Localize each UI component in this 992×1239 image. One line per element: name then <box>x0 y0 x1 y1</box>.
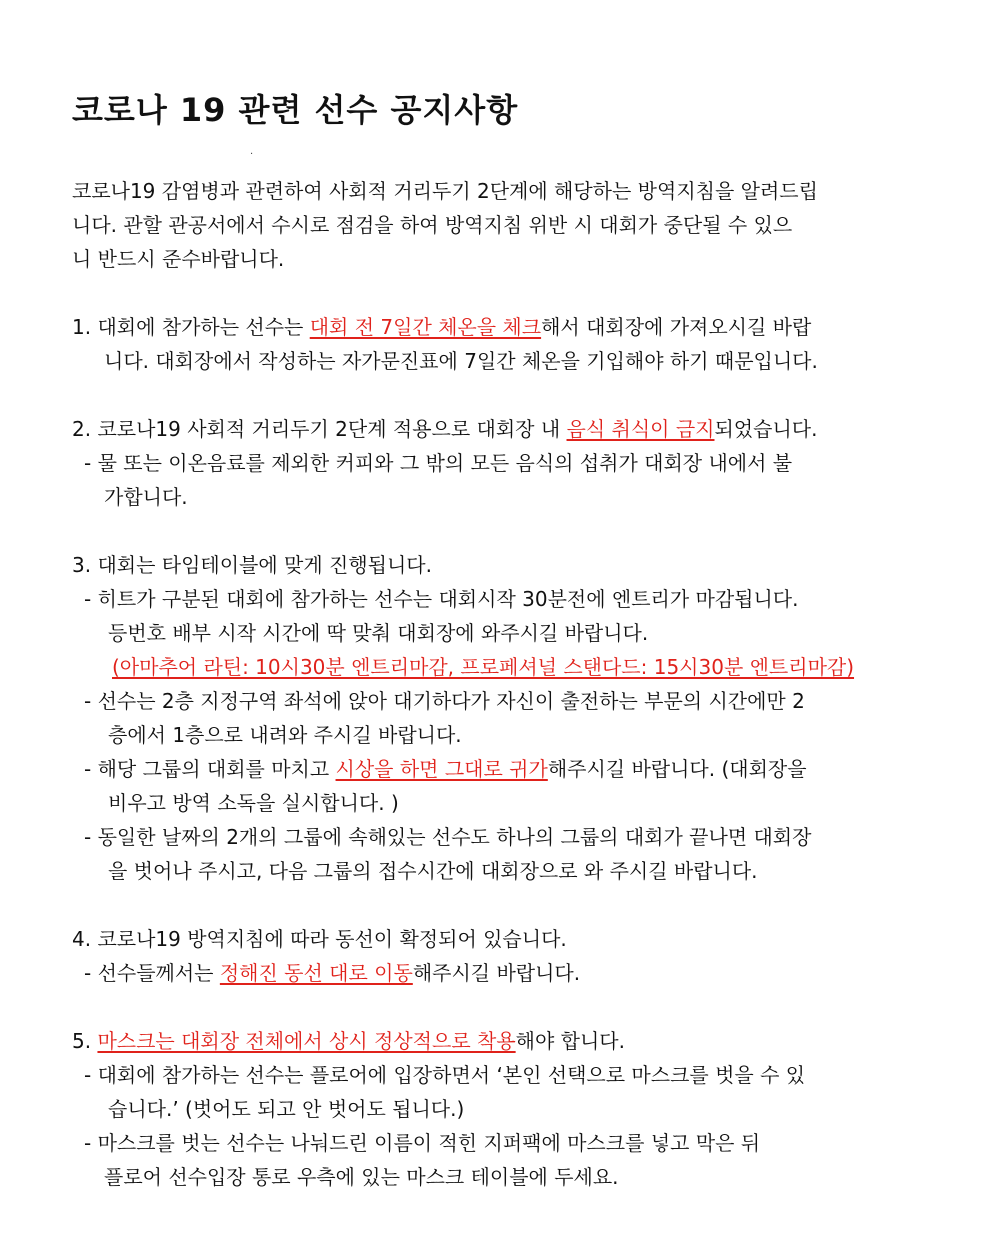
item-1-line-1: 1. 대회에 참가하는 선수는 대회 전 7일간 체온을 체크해서 대회장에 가져오시길 바랍 <box>72 315 812 339</box>
stray-dot: . <box>250 146 254 157</box>
item-2 <box>72 412 920 514</box>
item-5-sub-2-line-2: 플로어 선수입장 통로 우측에 있는 마스크 테이블에 두세요. <box>104 1165 619 1189</box>
entry-deadline-note: (아마추어 라틴: 10시30분 엔트리마감, 프로페셔널 스탠다드: 15시30분 엔트리마감) <box>112 655 855 679</box>
item-3-sub-3-line-1: - 해당 그룹의 대회를 마치고 시상을 하면 그대로 귀가해주시길 바랍니다. (대회장을 <box>84 757 807 781</box>
item-3 <box>72 548 920 888</box>
item-3-sub-4-line-1: - 동일한 날짜의 2개의 그룹에 속해있는 선수도 하나의 그룹의 대회가 끝나면 대회장 <box>84 825 812 849</box>
item-5-sub-1-line-1: - 대회에 참가하는 선수는 플로어에 입장하면서 ‘본인 선택으로 마스크를 벗을 수 있 <box>84 1063 806 1087</box>
item-2-sub-1-line-2: 가합니다. <box>104 485 188 509</box>
item-3-sub-1-line-1: - 히트가 구분된 대회에 참가하는 선수는 대회시작 30분전에 엔트리가 마감됩니다. <box>84 587 799 611</box>
item-3-heading: 3. 대회는 타임테이블에 맞게 진행됩니다. <box>72 553 432 577</box>
page-title: 코로나 19 관련 선수 공지사항 <box>72 91 519 129</box>
intro-line-1: 코로나19 감염병과 관련하여 사회적 거리두기 2단계에 해당하는 방역지침을 알려드립 <box>72 179 818 203</box>
item-5-highlight: 마스크는 대회장 전체에서 상시 정상적으로 착용 <box>97 1029 516 1053</box>
item-1-highlight: 대회 전 7일간 체온을 체크 <box>309 315 542 339</box>
item-1-line-2: 니다. 대회장에서 작성하는 자가문진표에 7일간 체온을 기입해야 하기 때문입니다. <box>104 349 818 373</box>
intro-paragraph <box>72 174 920 276</box>
item-4-highlight: 정해진 동선 대로 이동 <box>219 961 413 985</box>
item-3-sub-1-line-2: 등번호 배부 시작 시간에 딱 맞춰 대회장에 와주시길 바랍니다. <box>108 621 649 645</box>
item-5-heading: 5. 마스크는 대회장 전체에서 상시 정상적으로 착용해야 합니다. <box>72 1029 625 1053</box>
item-3-sub-2-line-1: - 선수는 2층 지정구역 좌석에 앉아 대기하다가 자신이 출전하는 부문의 시간에만 2 <box>84 689 805 713</box>
item-3-highlight: 시상을 하면 그대로 귀가 <box>335 757 548 781</box>
item-5 <box>72 1024 920 1194</box>
item-4-sub-1: - 선수들께서는 정해진 동선 대로 이동해주시길 바랍니다. <box>84 961 581 985</box>
item-5-sub-1-line-2: 습니다.’ (벗어도 되고 안 벗어도 됩니다.) <box>108 1097 465 1121</box>
item-3-sub-1-note <box>72 650 920 684</box>
item-4 <box>72 922 920 990</box>
intro-line-3: 니 반드시 준수바랍니다. <box>72 247 285 271</box>
item-5-sub-2-line-1: - 마스크를 벗는 선수는 나눠드린 이름이 적힌 지퍼팩에 마스크를 넣고 막은 뒤 <box>84 1131 761 1155</box>
item-2-sub-1-line-1: - 물 또는 이온음료를 제외한 커피와 그 밖의 모든 음식의 섭취가 대회장 내에서 불 <box>84 451 793 475</box>
item-2-highlight: 음식 취식이 금지 <box>566 417 715 441</box>
item-4-heading: 4. 코로나19 방역지침에 따라 동선이 확정되어 있습니다. <box>72 927 567 951</box>
notice-document <box>72 88 920 1194</box>
item-3-sub-4-line-2: 을 벗어나 주시고, 다음 그룹의 접수시간에 대회장으로 와 주시길 바랍니다. <box>108 859 758 883</box>
intro-line-2: 니다. 관할 관공서에서 수시로 점검을 하여 방역지침 위반 시 대회가 중단될 수 있으 <box>72 213 793 237</box>
item-3-sub-2-line-2: 층에서 1층으로 내려와 주시길 바랍니다. <box>108 723 462 747</box>
item-3-sub-3-line-2: 비우고 방역 소독을 실시합니다. ) <box>108 791 399 815</box>
item-1 <box>72 310 920 378</box>
item-2-line-1: 2. 코로나19 사회적 거리두기 2단계 적용으로 대회장 내 음식 취식이 금지되었습니다. <box>72 417 818 441</box>
